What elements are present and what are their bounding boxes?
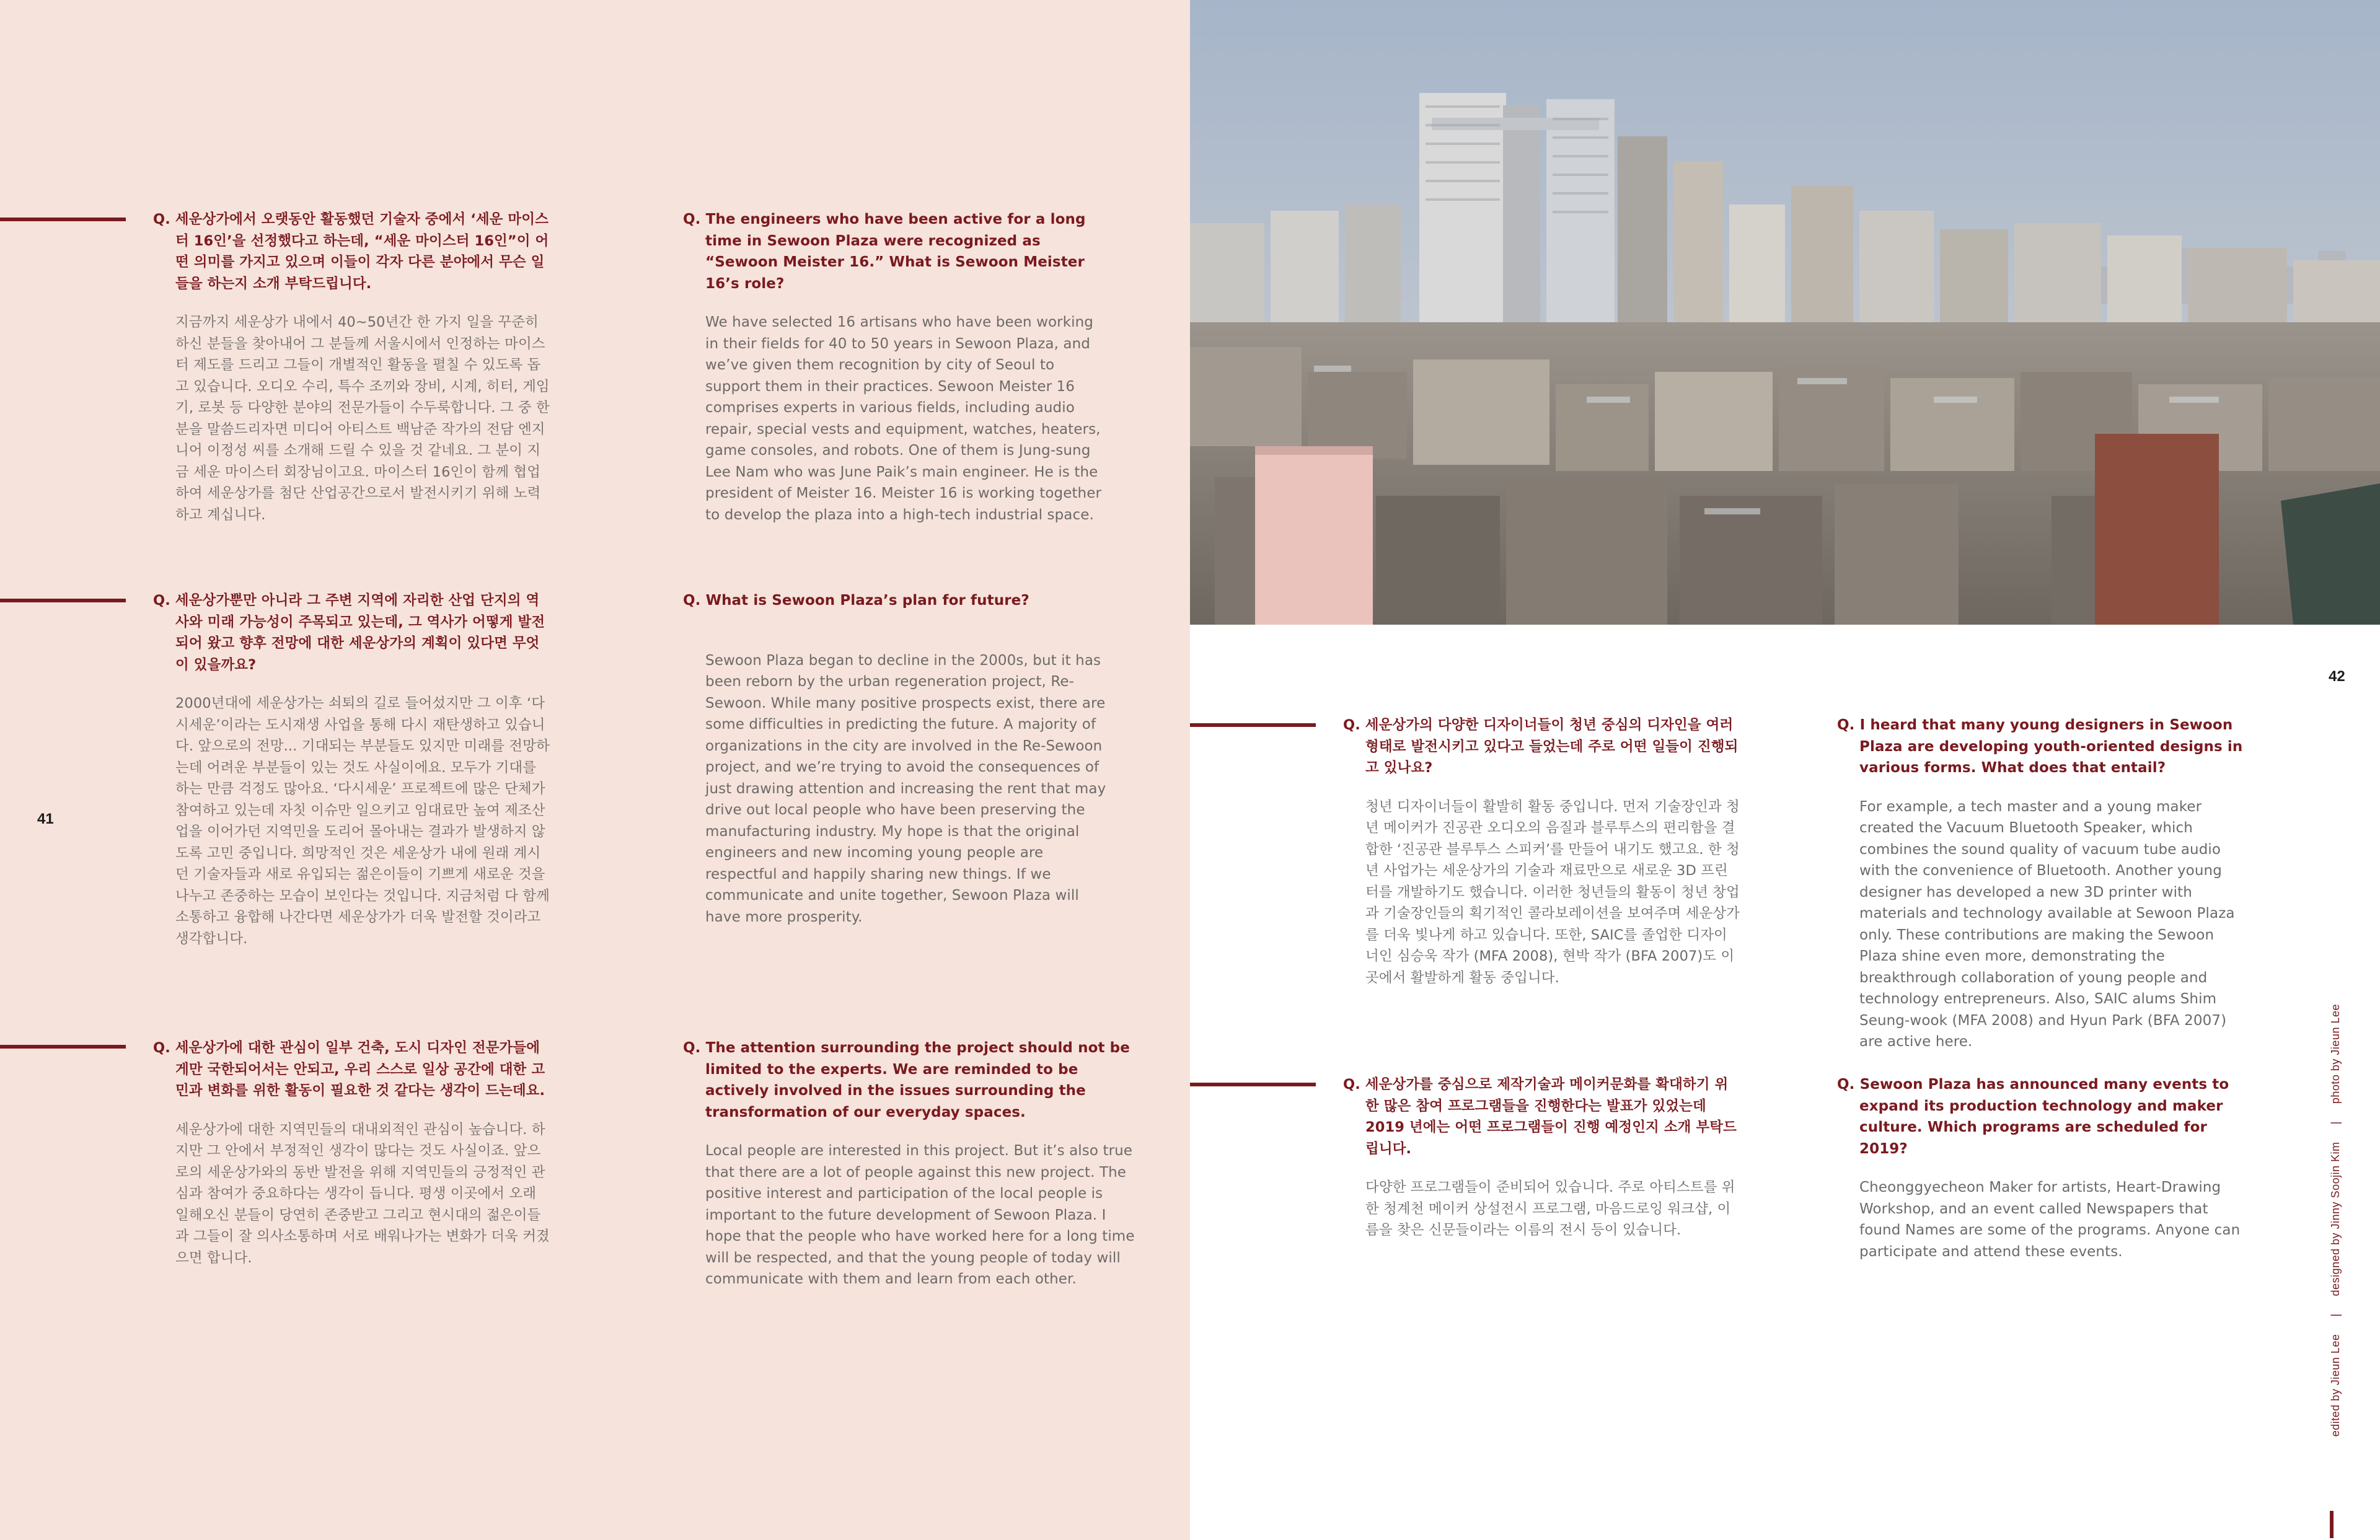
credit-designer: designed by Jinny Soojin Kim	[2329, 1142, 2342, 1296]
qa-english	[1837, 715, 2246, 1053]
question-text: Q. The attention surrounding the project should not be limited to the experts. We are reminded to be actively involved in the issues surrounding the transformation of our everyday spaces.	[683, 1040, 1130, 1120]
answer-text: 다양한 프로그램들이 준비되어 있습니다. 주로 아티스트를 위한 청계천 메이커 상설전시 프로그램, 마음드로잉 워크샵, 이름을 찾은 신문들이라는 이름의 전시 등이 있습니다.	[1365, 1179, 1735, 1238]
qa-korean	[153, 1037, 550, 1269]
question-text: Q. 세운상가뿐만 아니라 그 주변 지역에 자리한 산업 단지의 역사와 미래 가능성이 주목되고 있는데, 그 역사가 어떻게 발전되어 왔고 향후 전망에 대한 세운상가의 계획이 있다면 무엇이 있을까요?	[153, 592, 545, 673]
answer-text: Local people are interested in this project. But it’s also true that there are a lot of people against this new project. The positive interest and participation of the local people is important to the future development of Sewoon Plaza. I hope that the people who have worked here for a long time will be respected, and that the young people of today will communicate with them and learn from each other.	[705, 1143, 1135, 1287]
page-number: 42	[2329, 668, 2345, 685]
credit-separator: |	[2329, 1121, 2342, 1125]
section-rule	[1190, 1083, 1316, 1086]
question-text: Q. 세운상가에 대한 관심이 일부 건축, 도시 디자인 전문가들에게만 국한되어서는 안되고, 우리 스스로 일상 공간에 대한 고민과 변화를 위한 활동이 필요한 것 같다는 생각이 드는데요.	[153, 1040, 545, 1099]
qa-english	[683, 209, 1111, 526]
question-text: Q. What is Sewoon Plaza’s plan for future?	[683, 592, 1029, 609]
credits	[2323, 1004, 2348, 1500]
qa-english	[1837, 1074, 2246, 1262]
qa-english	[683, 590, 1111, 928]
credit-accent-bar	[2330, 1511, 2334, 1538]
question-text: Q. 세운상가에서 오랫동안 활동했던 기술자 중에서 ‘세운 마이스터 16인’을 선정했다고 하는데, “세운 마이스터 16인”이 어떤 의미를 가지고 있으며 이들이 각자 다른 분야에서 무슨 일들을 하는지 소개 부탁드립니다.	[153, 211, 549, 292]
cityscape-photo	[1190, 0, 2380, 625]
page-number: 41	[37, 811, 54, 827]
answer-text: 세운상가에 대한 지역민들의 대내외적인 관심이 높습니다. 하지만 그 안에서 부정적인 생각이 많다는 것도 사실이죠. 앞으로의 세운상가와의 동반 발전을 위해 지역민들의 긍정적인 관심과 참여가 중요하다는 생각이 듭니다. 평생 이곳에서 오래 일해오신 분들이 당연히 존중받고 그리고 현시대의 젊은이들과 그들이 잘 의사소통하며 서로 배워나가는 변화가 더욱 커졌으면 합니다.	[175, 1121, 550, 1266]
right-page	[1190, 0, 2380, 1540]
answer-text: Sewoon Plaza began to decline in the 2000s, but it has been reborn by the urban regeneration project, Re-Sewoon. While many positive prospects exist, there are some difficulties in predicting the future. A majority of organizations in the city are involved in the Re-Sewoon project, and we’re trying to avoid the consequences of just drawing attention and increasing the rent that may drive out local people who have been preserving the manufacturing industry. My hope is that the original engineers and new incoming young people are respectful and happily sharing new things. If we communicate and unite together, Sewoon Plaza will have more prosperity.	[705, 652, 1106, 925]
qa-korean	[1343, 1074, 1740, 1241]
qa-korean	[153, 209, 550, 526]
question-text: Q. Sewoon Plaza has announced many events to expand its production technology and maker culture. Which programs are scheduled for 2019?	[1837, 1076, 2229, 1157]
answer-text: 지금까지 세운상가 내에서 40~50년간 한 가지 일을 꾸준히 하신 분들을 찾아내어 그 분들께 서울시에서 인정하는 마이스터 제도를 드리고 그들이 개별적인 활동을 펼칠 수 있도록 돕고 있습니다. 오디오 수리, 특수 조끼와 장비, 시계, 히터, 게임기, 로봇 등 다양한 분야의 전문가들이 수두룩합니다. 그 중 한 분을 말씀드리자면 미디어 아티스트 백남준 작가의 전담 엔지니어 이정성 씨를 소개해 드릴 수 있을 것 같네요. 그 분이 지금 세운 마이스터 회장님이고요. 마이스터 16인이 함께 협업하여 세운상가를 첨단 산업공간으로서 발전시키기 위해 노력하고 계십니다.	[175, 314, 550, 523]
qa-korean	[153, 590, 550, 949]
credit-photographer: photo by Jieun Lee	[2329, 1004, 2342, 1104]
section-rule	[0, 1045, 126, 1049]
credit-separator: |	[2329, 1313, 2342, 1317]
credit-editor: edited by Jieun Lee	[2329, 1334, 2342, 1437]
question-text: Q. The engineers who have been active for a long time in Sewoon Plaza were recognized as “Sewoon Meister 16.” What is Sewoon Meister 16’s role?	[683, 211, 1086, 292]
answer-text: 2000년대에 세운상가는 쇠퇴의 길로 들어섰지만 그 이후 ‘다시세운’이라는 도시재생 사업을 통해 다시 재탄생하고 있습니다. 앞으로의 전망... 기대되는 부분들도 있지만 미래를 전망하는데 어려운 부분들이 있는 것도 사실이에요. 모두가 기대를 하는 만큼 걱정도 많아요. ‘다시세운’ 프로젝트에 많은 단체가 참여하고 있는데 자칫 이슈만 일으키고 임대료만 높여 제조산업을 이어가던 지역민을 도리어 몰아내는 결과가 발생하지 않도록 고민 중입니다. 희망적인 것은 세운상가 내에 원래 계시던 기술자들과 새로 유입되는 젊은이들이 기쁘게 새로운 것을 나누고 존중하는 모습이 보인다는 것입니다. 지금처럼 다 함께 소통하고 융합해 나간다면 세운상가가 더욱 발전할 것이라고 생각합니다.	[175, 695, 550, 947]
answer-text: Cheonggyecheon Maker for artists, Heart-Drawing Workshop, and an event called Newspapers that found Names are some of the programs. Anyone can participate and attend these events.	[1859, 1179, 2241, 1260]
section-rule	[1190, 723, 1316, 727]
qa-english	[683, 1037, 1139, 1290]
section-rule	[0, 599, 126, 602]
question-text: Q. 세운상가를 중심으로 제작기술과 메이커문화를 확대하기 위한 많은 참여 프로그램들을 진행한다는 발표가 있었는데 2019 년에는 어떤 프로그램들이 진행 예정인지 소개 부탁드립니다.	[1343, 1076, 1737, 1157]
qa-korean	[1343, 715, 1740, 988]
answer-text: For example, a tech master and a young maker created the Vacuum Bluetooth Speaker, which combines the sound quality of vacuum tube audio with the convenience of Bluetooth. Another young designer has developed a new 3D printer with materials and technology available at Sewoon Plaza only. These contributions are making the Sewoon Plaza shine even more, demonstrating the breakthrough collaboration of young people and technology entrepreneurs. Also, SAIC alums Shim Seung-wook (MFA 2008) and Hyun Park (BFA 2007) are active here.	[1859, 798, 2235, 1050]
answer-text: We have selected 16 artisans who have been working in their fields for 40 to 50 years in Sewoon Plaza, and we’ve given them recognition by city of Seoul to support them in their practices. Sewoon Meister 16 comprises experts in various fields, including audio repair, special vests and equipment, watches, heaters, game consoles, and robots. One of them is Jung-sung Lee Nam who was June Paik’s main engineer. He is the president of Meister 16. Meister 16 is working together to develop the plaza into a high-tech industrial space.	[705, 314, 1102, 523]
section-rule	[0, 218, 126, 221]
question-text: Q. I heard that many young designers in Sewoon Plaza are developing youth-oriented designs in various forms. What does that entail?	[1837, 717, 2243, 776]
answer-text: 청년 디자이너들이 활발히 활동 중입니다. 먼저 기술장인과 청년 메이커가 진공관 오디오의 음질과 블루투스의 편리함을 결합한 ‘진공관 블루투스 스피커’를 만들어 내기도 했고요. 한 청년 사업가는 세운상가의 기술과 재료만으로 새로운 3D 프린터를 개발하기도 했습니다. 이러한 청년들의 활동이 청년 창업과 기술장인들의 획기적인 콜라보레이션을 보여주며 세운상가를 더욱 빛나게 하고 있습니다. 또한, SAIC를 졸업한 디자이너인 심승욱 작가 (MFA 2008), 현박 작가 (BFA 2007)도 이곳에서 활발하게 활동 중입니다.	[1365, 798, 1740, 986]
question-text: Q. 세운상가의 다양한 디자이너들이 청년 중심의 디자인을 여러 형태로 발전시키고 있다고 들었는데 주로 어떤 일들이 진행되고 있나요?	[1343, 717, 1739, 776]
